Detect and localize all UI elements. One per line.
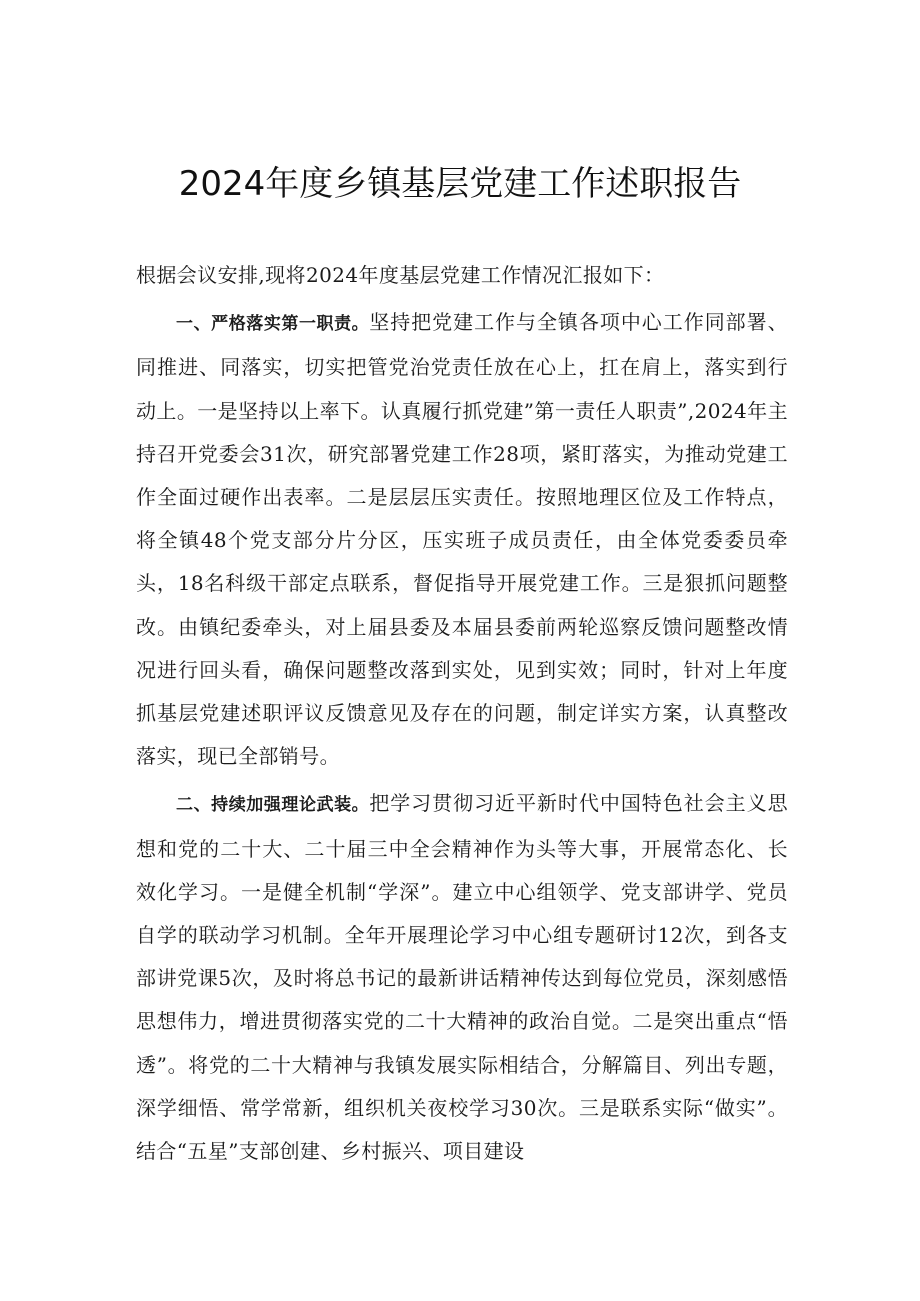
section-heading-1: 一、严格落实第一职责。 (176, 314, 370, 335)
intro-paragraph: 根据会议安排,现将2024年度基层党建工作情况汇报如下： (136, 263, 665, 287)
document-body (136, 254, 788, 1173)
section-body-1: 坚持把党建工作与全镇各项中心工作同部署、同推进、同落实，切实把管党治党责任放在心上，扛在肩上，落实到行动上。一是坚持以上率下。认真履行抓党建”第一责任人职责”,2024年主持召开党委会31次，研究部署党建工作28项，紧盯落实，为推动党建工作全面过硬作出表率。二是层层压实责任。按照地理区位及工作特点，将全镇48个党支部分片分区，压实班子成员责任，由全体党委委员牵头，18名科级干部定点联系，督促指导开展党建工作。三是狠抓问题整改。由镇纪委牵头，对上届县委及本届县委前两轮巡察反馈问题整改情况进行回头看，确保问题整改落到实处，见到实效；同时，针对上年度抓基层党建述职评议反馈意见及存在的问题，制定详实方案，认真整改落实，现已全部销号。 (136, 310, 789, 769)
section-paragraph-1 (136, 301, 788, 778)
section-body-2: 把学习贯彻习近平新时代中国特色社会主义思想和党的二十大、二十届三中全会精神作为头等大事，开展常态化、长效化学习。一是健全机制“学深”。建立中心组领学、党支部讲学、党员自学的联动学习机制。全年开展理论学习中心组专题研讨12次，到各支部讲党课5次，及时将总书记的最新讲话精神传达到每位党员，深刻感悟思想伟力，增进贯彻落实党的二十大精神的政治自觉。二是突出重点“悟透”。将党的二十大精神与我镇发展实际相结合，分解篇目、列出专题，深学细悟、常学常新，组织机关夜校学习30次。三是联系实际“做实”。结合“五星”支部创建、乡村振兴、项目建设 (136, 791, 789, 1164)
section-paragraph-2 (136, 782, 788, 1173)
document-title: 2024年度乡镇基层党建工作述职报告 (178, 164, 742, 204)
section-heading-2: 二、持续加强理论武装。 (176, 795, 370, 816)
